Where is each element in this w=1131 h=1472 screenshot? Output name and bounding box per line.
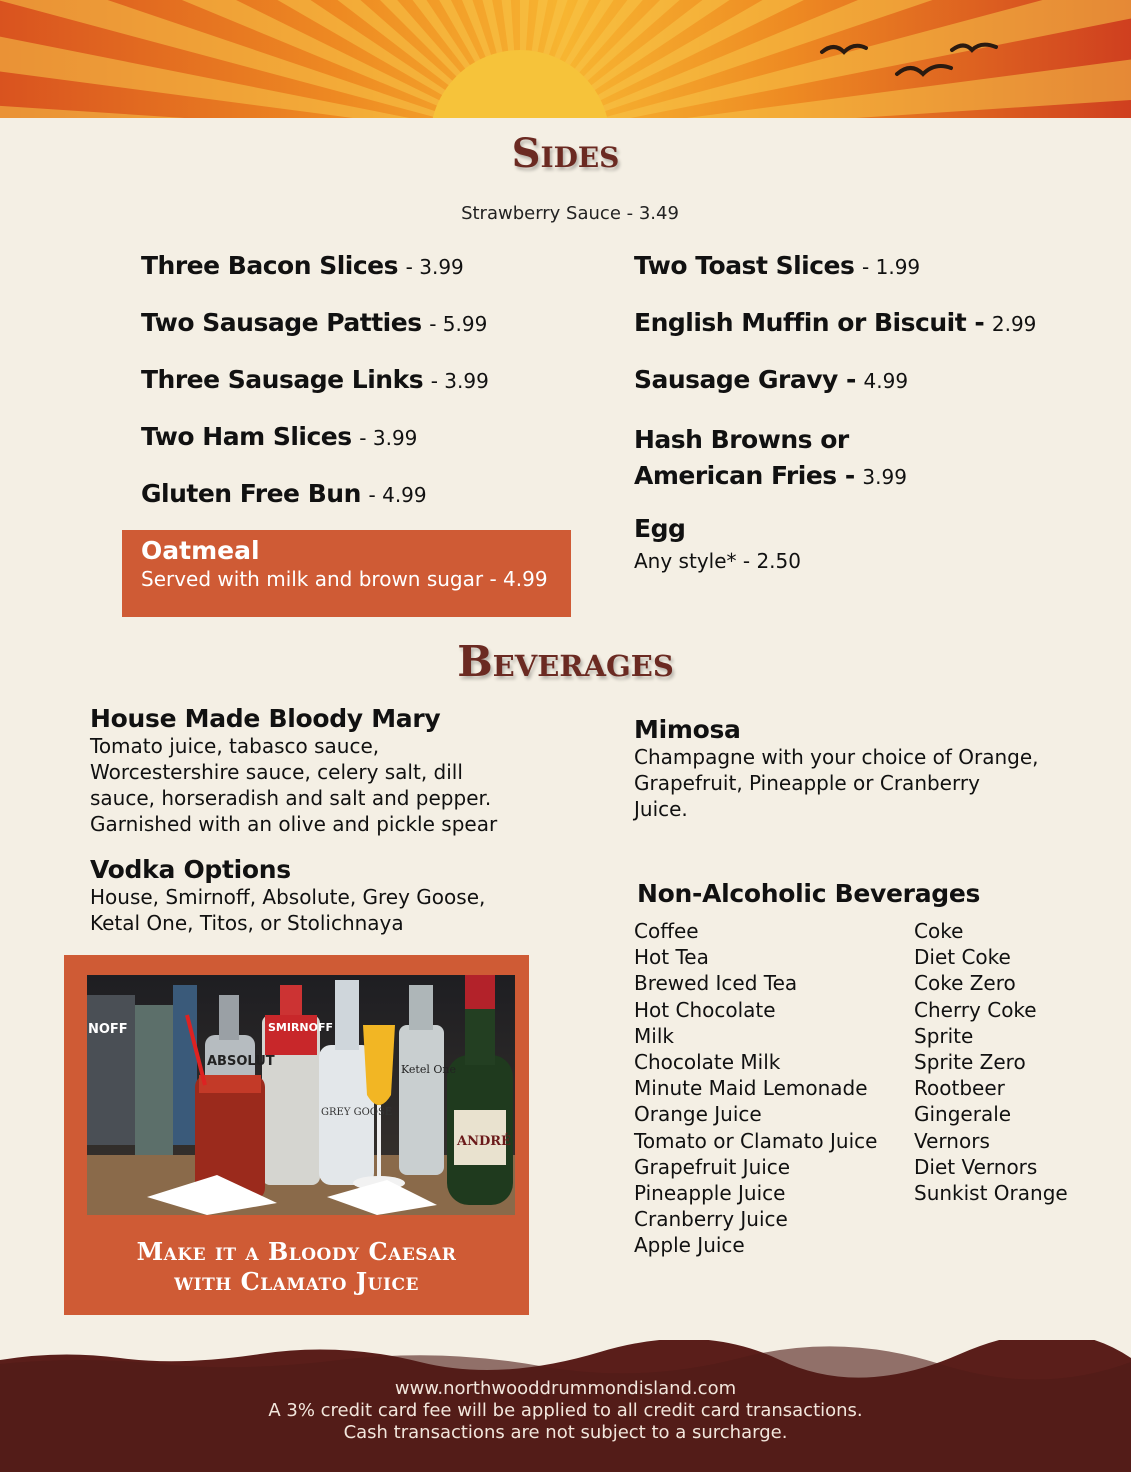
mimosa-desc: Champagne with your choice of Orange, Grapefruit, Pineapple or Cranberry Juice. [634, 745, 1039, 821]
oatmeal-highlight-box [122, 530, 571, 617]
beverage-list-item: Hot Chocolate [634, 997, 776, 1022]
beverages-title: Beverages [457, 637, 674, 686]
vodka-options-name: Vodka Options [90, 855, 291, 884]
beverage-list-item: Rootbeer [914, 1076, 1005, 1101]
beverage-list-item: Coffee [634, 919, 699, 943]
beverage-list-item: Cranberry Juice [634, 1207, 788, 1232]
vodka-options-desc: House, Smirnoff, Absolute, Grey Goose, Ketal One, Titos, or Stolichnaya [90, 885, 486, 935]
side-item-name: Three Bacon Slices [141, 251, 399, 280]
side-item-price: 2.99 [991, 312, 1037, 336]
egg-name: Egg [634, 514, 686, 543]
mimosa-name: Mimosa [634, 715, 741, 744]
oatmeal-name: Oatmeal [141, 536, 260, 565]
credit-card-fee-note: A 3% credit card fee will be applied to all credit card transactions. [268, 1400, 863, 1421]
bloody-mary-item [90, 704, 497, 837]
side-item-name: English Muffin or Biscuit - [634, 308, 985, 337]
beverage-list-item: Minute Maid Lemonade [634, 1076, 868, 1101]
beverage-list-item: Apple Juice [634, 1233, 745, 1258]
side-item [141, 251, 464, 280]
sunrise-header-banner [0, 0, 1131, 118]
hash-browns-line1: Hash Browns or [634, 425, 849, 454]
egg-item [634, 514, 801, 573]
absolut-label: ABSOLUT [207, 1054, 275, 1069]
footer-text [0, 1378, 1131, 1444]
beverage-list-item: Sprite [914, 1023, 974, 1048]
website-link[interactable]: www.northwooddrummondisland.com [394, 1378, 737, 1399]
hash-browns-item [634, 422, 907, 495]
side-item-price: - 4.99 [368, 483, 427, 507]
smirnoff-label: SMIRNOFF [268, 1021, 334, 1034]
side-item-name: Three Sausage Links [141, 365, 424, 394]
side-item [141, 479, 427, 508]
beverage-list-item: Brewed Iced Tea [634, 971, 798, 996]
drinks-photo [87, 975, 515, 1215]
side-item-price: - 3.99 [405, 255, 464, 279]
beverage-list-item: Grapefruit Juice [634, 1154, 791, 1179]
beverage-list-item: Chocolate Milk [634, 1050, 781, 1075]
side-item [634, 365, 908, 394]
sides-title: Sides [511, 130, 620, 177]
bloody-caesar-promo-box [64, 955, 529, 1315]
promo-caption: Make it a Bloody Caesar with Clamato Juice [136, 1237, 457, 1296]
hash-browns-name: American Fries - [634, 461, 855, 490]
beverage-list-item: Milk [634, 1023, 674, 1048]
beverage-list-item: Cherry Coke [914, 997, 1037, 1022]
cash-note: Cash transactions are not subject to a surcharge. [343, 1422, 788, 1443]
side-item-name: Two Sausage Patties [141, 308, 422, 337]
strawberry-sauce-note: Strawberry Sauce - 3.49 [461, 203, 679, 224]
side-item [634, 251, 920, 280]
side-item [141, 365, 489, 394]
mimosa-item [634, 715, 1039, 822]
side-item [141, 308, 487, 337]
noff-label: NOFF [88, 1022, 128, 1037]
beverage-list-item: Pineapple Juice [634, 1181, 786, 1206]
side-item-price: - 5.99 [429, 312, 488, 336]
beverage-list-item: Gingerale [914, 1102, 1012, 1127]
bloody-mary-desc: Tomato juice, tabasco sauce, Worcestershire sauce, celery salt, dill sauce, horseradish and salt and pepper. Garnished with an olive and pickle spear [90, 734, 498, 836]
beverage-list-item: Sunkist Orange [914, 1181, 1068, 1206]
side-item [141, 422, 417, 451]
beverage-list-item: Orange Juice [634, 1102, 762, 1127]
non-alcoholic-list-1 [634, 918, 877, 1259]
side-item-price: - 3.99 [430, 369, 489, 393]
grey-goose-label: GREY GOOSE [321, 1107, 393, 1118]
andre-label: ANDRÉ [457, 1134, 511, 1149]
side-item-price: - 1.99 [862, 255, 921, 279]
oatmeal-desc: Served with milk and brown sugar - 4.99 [141, 567, 548, 591]
egg-desc: Any style* - 2.50 [634, 549, 801, 573]
ketel-one-label: Ketel One [401, 1063, 456, 1076]
non-alcoholic-title: Non-Alcoholic Beverages [637, 879, 981, 908]
side-item-price: - 3.99 [359, 426, 418, 450]
beverage-list-item: Sprite Zero [914, 1050, 1026, 1075]
side-item-name: Gluten Free Bun [141, 479, 361, 508]
beverage-list-item: Hot Tea [634, 945, 709, 970]
beverage-list-item: Tomato or Clamato Juice [634, 1128, 878, 1153]
beverage-list-item: Coke Zero [914, 971, 1016, 996]
side-item-name: Sausage Gravy - [634, 365, 856, 394]
side-item-name: Two Toast Slices [634, 251, 855, 280]
vodka-options-item [90, 855, 485, 936]
side-item-price: 4.99 [863, 369, 909, 393]
beverage-list-item: Coke [914, 919, 964, 943]
bloody-mary-name: House Made Bloody Mary [90, 704, 441, 733]
beverage-list-item: Vernors [914, 1128, 990, 1153]
hash-browns-price: 3.99 [862, 465, 907, 489]
non-alcoholic-list-2 [914, 918, 1068, 1206]
beverage-list-item: Diet Vernors [914, 1154, 1038, 1179]
beverage-list-item: Diet Coke [914, 945, 1011, 970]
side-item-name: Two Ham Slices [141, 422, 352, 451]
side-item [634, 308, 1036, 337]
